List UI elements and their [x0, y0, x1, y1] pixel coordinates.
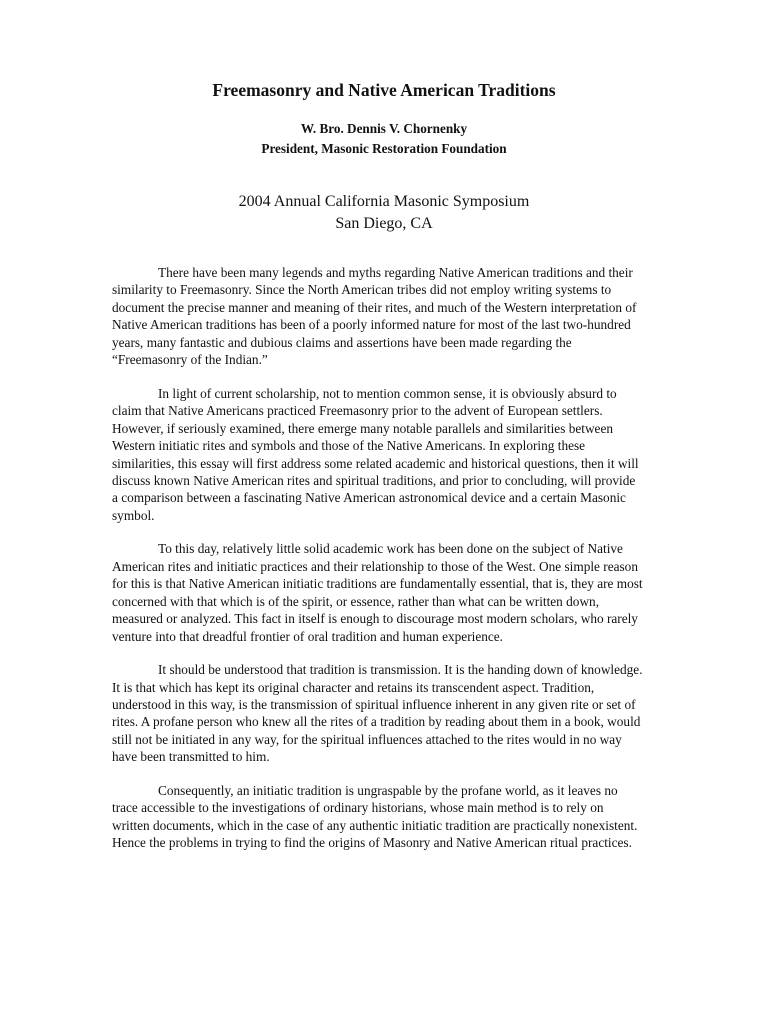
- event-name: 2004 Annual California Masonic Symposium: [238, 193, 530, 210]
- event-location: San Diego, CA: [335, 215, 433, 232]
- paragraph: To this day, relatively little solid academic work has been done on the subject of Native American rites and initiatic practices and their relationship to those of the West. One simple reason for this is that Native American initiatic traditions are fundamentally essential, that is, they are most concerned with that which is of the spirit, or essence, rather than what can be written down, measured or analyzed. This fact in itself is enough to discourage most modern scholars, who rarely venture into that dreadful frontier of oral tradition and human experience.: [112, 541, 643, 644]
- author-role: President, Masonic Restoration Foundation: [261, 141, 507, 156]
- paragraph: Consequently, an initiatic tradition is ungraspable by the profane world, as it leaves no trace accessible to the investigations of ordinary historians, whose main method is to rely on written documents, which in the case of any authentic initiatic tradition are practically nonexistent. Hence the problems in trying to find the origins of Masonry and Native American ritual practices.: [112, 782, 638, 851]
- paragraph: It should be understood that tradition is transmission. It is the handing down of knowledge. It is that which has kept its original character and retains its transcendent aspect. Tradition, understood in this way, is the transmission of spiritual influence inherent in any given rite or set of rites. A profane person who knew all the rites of a tradition by reading about them in a book, would still not be initiated in any way, for the spiritual influences attached to the rites would in no way have been transmitted to him.: [112, 662, 643, 765]
- paragraph: There have been many legends and myths regarding Native American traditions and their similarity to Freemasonry. Since the North American tribes did not employ writing systems to document the precise manner and meaning of their rites, and much of the Western interpretation of Native American traditions has been of a poorly informed nature for most of the last two-hundred years, many fantastic and dubious claims and assertions have been made regarding the “Freemasonry of the Indian.”: [112, 265, 637, 368]
- author-name: W. Bro. Dennis V. Chornenky: [300, 121, 468, 136]
- body-text: [112, 264, 644, 868]
- paragraph: In light of current scholarship, not to mention common sense, it is obviously absurd to claim that Native Americans practiced Freemasonry prior to the advent of European settlers. However, if seriously examined, there emerge many notable parallels and similarities between Western initiatic rites and symbols and those of the Native Americans. In exploring these similarities, this essay will first address some related academic and historical questions, then it will discuss known Native American rites and spiritual traditions, and prior to concluding, will provide a comparison between a fascinating Native American astronomical device and a certain Masonic symbol.: [112, 385, 639, 523]
- document-title: Freemasonry and Native American Traditions: [212, 80, 556, 100]
